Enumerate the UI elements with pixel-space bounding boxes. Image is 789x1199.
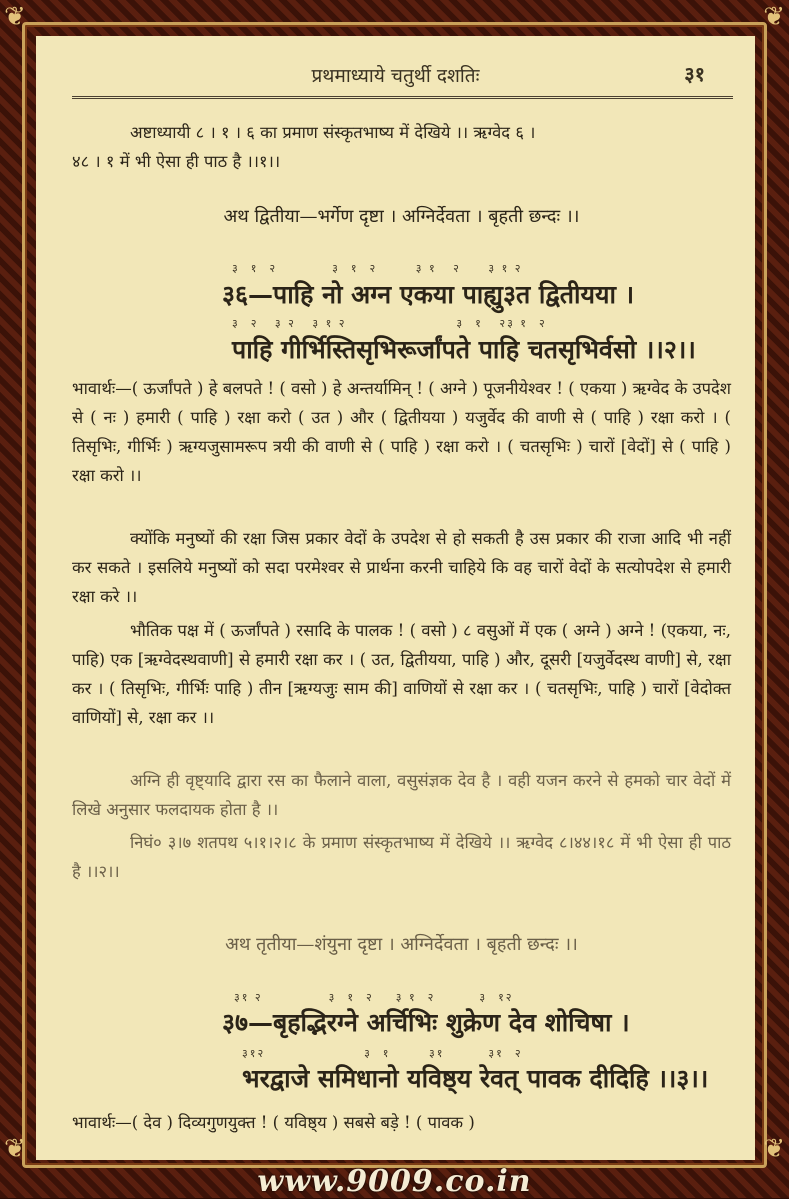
page-header [36,58,755,98]
bhautik-paragraph: भौतिक पक्ष में ( ऊर्जांपते ) रसादि के पालक ! ( वसो ) ८ वसुओं में एक ( अग्ने ) अग्ने ! (एकया, नः, पाहि) एक [ऋग्वेदस्थवाणी] से हमारी रक्षा कर । ( उत, द्वितीयया, पाहि ) और, दूसरी [यजुर्वेदस्थ वाणी] से, रक्षा कर । ( तिसृभिः, गीर्भिः पाहि ) तीन [ऋग्यजुः साम की] वाणियों से रक्षा कर । ( चतसृभिः, पाहि ) चारों [वेदोक्त वाणियों] से, रक्षा कर ।। [72,621,731,727]
bhavartha-paragraph: भावार्थः—( देव ) दिव्यगुणयुक्त ! ( यविष्ठ्य ) सबसे बड़े ! ( पावक ) [72,1113,475,1132]
text-line: ४८ । १ में भी ऐसा ही पाठ है ।।१।। [72,152,281,171]
website-footer [0,1166,789,1198]
agni-paragraph: अग्नि ही वृष्ट्यादि द्वारा रस का फैलाने वाला, वसुसंज्ञक देव है । वही यजन करने से हमको चार वेदों में लिखे अनुसार फलदायक होता है ।। [72,771,731,819]
text-line: अष्टाध्यायी ८ । १ । ६ का प्रमाण संस्कृतभाष्य में देखिये ।। ऋग्वेद ६ । [130,123,536,142]
verse-line [222,280,731,310]
header-divider [72,96,733,99]
verse-line [232,335,731,365]
explanation-paragraph: क्योंकि मनुष्यों की रक्षा जिस प्रकार वेदों के उपदेश से हो सकती है उस प्रकार की राजा आदि भी नहीं कर सकते । इसलिये मनुष्यों को सदा परमेश्वर से प्रार्थना करनी चाहिये कि वह चारों वेदों के सत्योपदेश से हमारी रक्षा करे ।। [72,529,731,606]
verse-intro: अथ तृतीया—शंयुना दृष्टा । अग्निर्देवता । बृहती छन्दः ।। [225,934,578,955]
accent-line: ३१२ ३ १ ३१ ३१ २ [242,1047,523,1060]
verse-line [222,1008,731,1038]
accent-line: ३१ २ ३ १ २ ३ १ २ ३ १२ [234,991,514,1004]
accent-line: ३ १ २ ३ १ २ ३ १ २ ३ १ २ [232,262,523,275]
website-link[interactable]: www.9009.co.in [257,1164,532,1199]
verse-accent-marks [232,318,731,330]
verse-text: ३६—पाहि नो अग्न एकया पाह्यु३त द्वितीयया । [222,280,635,309]
accent-line: ३ २ ३ २ ३ १ २ ३ १ २३ १ २ [232,317,547,330]
verse-accent-marks [232,263,731,275]
book-page [36,36,755,1160]
nighantu-reference: निघं० ३।७ शतपथ ५।१।२।८ के प्रमाण संस्कृतभाष्य में देखिये ।। ऋग्वेद ८।४४।१८ में भी ऐसा ही पाठ है ।।२।। [72,833,731,881]
verse-text: भरद्वाजे समिधानो यविष्ठ्य रेवत् पावक दीदिहि ।।३।। [242,1064,709,1093]
page-title: प्रथमाध्याये चतुर्थी दशतिः [311,65,480,87]
page-number: ३१ [684,62,705,86]
verse-text: ३७—बृहद्भिरग्ने अर्चिभिः शुक्रेण देव शोचिषा । [222,1008,630,1037]
verse-accent-marks [234,992,731,1004]
verse-intro: अथ द्वितीया—भर्गेण दृष्टा । अग्निर्देवता । बृहती छन्दः ।। [223,206,580,227]
corner-ornament-icon: ❦ [4,1134,26,1164]
reference-paragraph [72,118,731,176]
corner-ornament-icon: ❦ [763,1134,785,1164]
corner-ornament-icon: ❦ [763,2,785,32]
verse-line [242,1064,731,1094]
corner-ornament-icon: ❦ [4,2,26,32]
bhavartha-paragraph: भावार्थः—( ऊर्जांपते ) हे बलपते ! ( वसो ) हे अन्तर्यामिन् ! ( अग्ने ) पूजनीयेश्वर ! ( एकया ) ऋग्वेद के उपदेश से ( नः ) हमारी ( पाहि ) रक्षा करो ( उत ) और ( द्वितीयया ) यजुर्वेद की वाणी से ( पाहि ) रक्षा करो । ( तिसृभिः, गीर्भिः ) ऋग्यजुसामरूप त्रयी की वाणी से ( पाहि ) रक्षा करो । ( चतसृभिः ) चारों [वेदों] से ( पाहि ) रक्षा करो ।। [72,379,731,485]
verse-accent-marks [242,1048,731,1060]
verse-text: पाहि गीर्भिस्तिसृभिरूर्जांपते पाहि चतसृभिर्वसो ।।२।। [232,335,696,364]
